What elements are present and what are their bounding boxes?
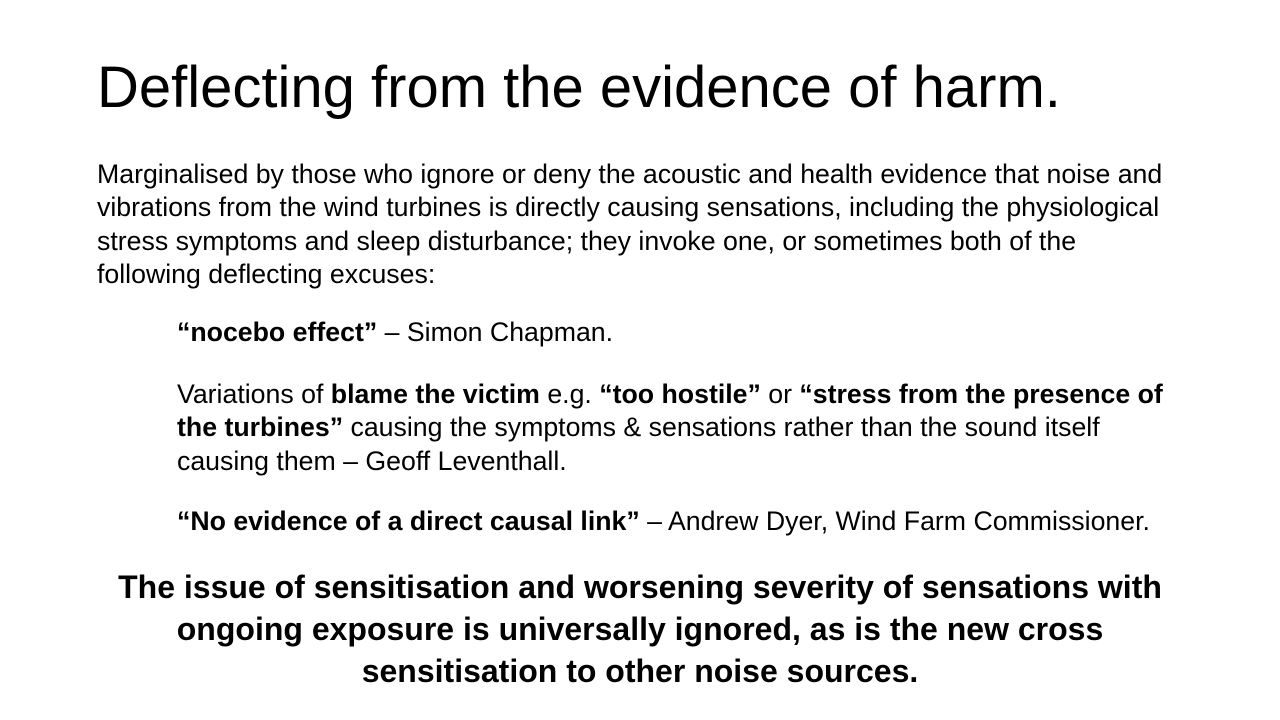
slide-title: Deflecting from the evidence of harm.	[97, 55, 1061, 120]
text-segment: – Andrew Dyer, Wind Farm Commissioner.	[639, 506, 1150, 536]
text-segment: or	[760, 379, 800, 409]
excuse-line	[177, 411, 1163, 444]
text-segment: Variations of	[177, 379, 331, 409]
text-segment: causing the symptoms & sensations rather than the sound itself	[343, 412, 1100, 443]
text-segment: “too hostile”	[599, 379, 761, 409]
conclusion-line: sensitisation to other noise sources.	[361, 653, 919, 689]
text-segment: blame the victim	[330, 379, 540, 409]
excuse-line	[177, 505, 1150, 538]
text-segment: the turbines”	[177, 412, 344, 443]
excuse-line	[177, 445, 1163, 478]
text-segment: “nocebo effect”	[177, 317, 378, 347]
intro-paragraph	[97, 158, 1162, 291]
conclusion-line: The issue of sensitisation and worsening severity of sensations with	[118, 569, 1162, 605]
intro-line: vibrations from the wind turbines is directly causing sensations, including the physiological	[97, 192, 1160, 223]
intro-line: following deflecting excuses:	[97, 258, 436, 289]
excuse-line	[177, 378, 1163, 411]
intro-line: Marginalised by those who ignore or deny the acoustic and health evidence that noise and	[97, 159, 1163, 189]
text-segment: – Simon Chapman.	[377, 317, 614, 347]
excuse-line	[177, 316, 613, 349]
conclusion-line: ongoing exposure is universally ignored, as is the new cross	[176, 611, 1104, 647]
conclusion-paragraph	[0, 566, 1280, 692]
intro-line: stress symptoms and sleep disturbance; they invoke one, or sometimes both of the	[97, 225, 1077, 256]
excuse-blame-the-victim	[177, 378, 1163, 478]
excuse-no-causal-link	[177, 505, 1150, 538]
text-segment: “No evidence of a direct causal link”	[177, 506, 640, 536]
excuse-nocebo-effect	[177, 316, 613, 349]
text-segment: “stress from the presence of	[799, 379, 1163, 409]
text-segment: causing them – Geoff Leventhall.	[177, 445, 567, 476]
text-segment: e.g.	[539, 379, 600, 409]
